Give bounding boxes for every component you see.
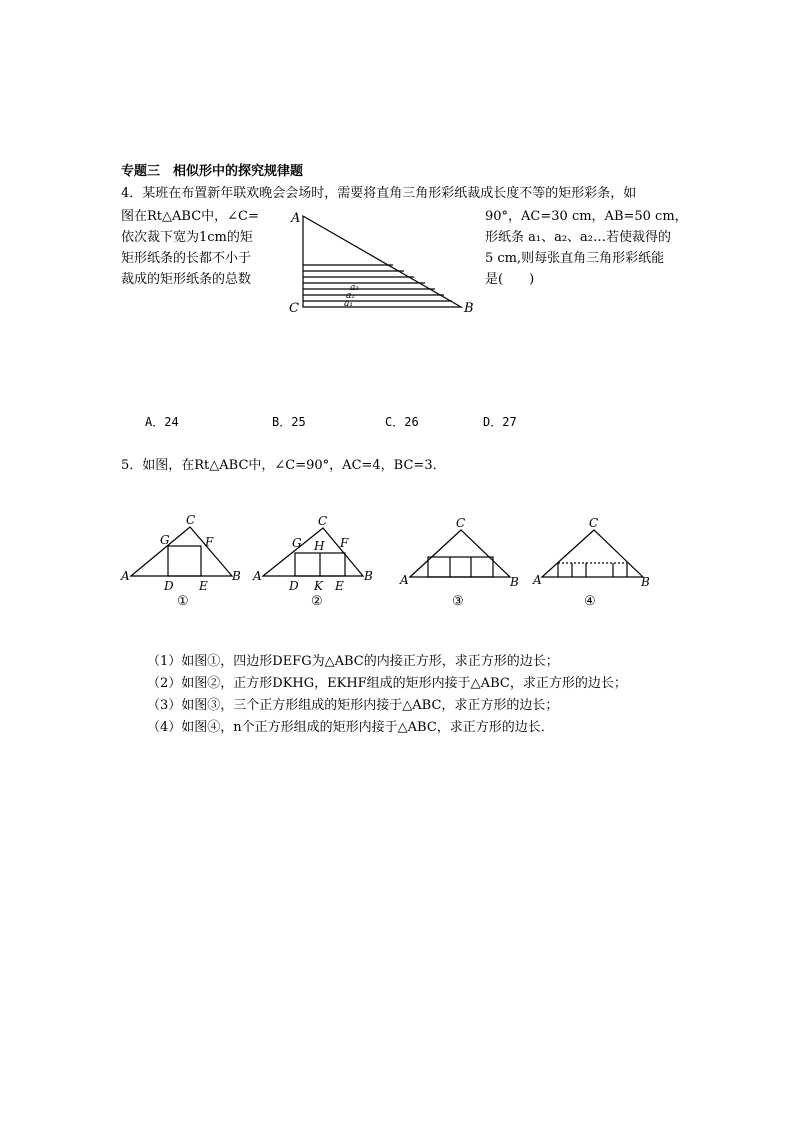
q4-label-a1: a₁: [344, 299, 353, 309]
fig3-triangle: [410, 530, 510, 577]
fig3-label-a: A: [400, 573, 409, 587]
q4-label-a3: a₃: [350, 283, 359, 293]
fig4-label-a: A: [533, 573, 542, 587]
fig3-label-c: C: [456, 516, 466, 530]
q5-subquestion-1: （1）如图①，四边形DEFG为△ABC的内接正方形，求正方形的边长；: [147, 654, 559, 669]
q5-subquestion-4: （4）如图④，n个正方形组成的矩形内接于△ABC，求正方形的边长．: [147, 720, 554, 735]
fig1-label-b: B: [232, 569, 241, 583]
fig2-label-a: A: [253, 569, 262, 583]
q4-label-c: C: [289, 301, 299, 316]
q5-subquestion-2: （2）如图②，正方形DKHG，EKHF组成的矩形内接于△ABC，求正方形的边长；: [147, 676, 627, 691]
q4-right-line-3: 5 cm,则每张直角三角形彩纸能: [485, 251, 665, 266]
q4-label-a2: a₂: [346, 291, 355, 301]
fig1-label-a: A: [121, 569, 130, 583]
fig1-square: [168, 546, 201, 576]
q5-subquestion-3: （3）如图③，三个正方形组成的矩形内接于△ABC，求正方形的边长；: [147, 698, 559, 713]
q4-right-line-1: 90°，AC=30 cm，AB=50 cm，: [485, 209, 688, 224]
fig1-label-c: C: [186, 513, 196, 527]
q4-left-line-3: 矩形纸条的长都不小于: [121, 251, 252, 266]
fig4-label-c: C: [589, 516, 599, 530]
q4-right-line-2: 形纸条 a₁、a₂、a₂…若使裁得的: [485, 230, 672, 245]
q4-left-line-4: 裁成的矩形纸条的总数: [121, 272, 252, 287]
fig1-label-d: D: [164, 579, 174, 593]
fig3-label-b: B: [510, 575, 519, 589]
fig1-label-g: G: [160, 533, 170, 547]
q4-option-a: A．24: [145, 415, 179, 429]
q4-line-1: 4．某班在布置新年联欢晚会会场时，需要将直角三角形彩纸裁成长度不等的矩形彩条，如: [121, 186, 637, 201]
fig1-label-f: F: [205, 535, 214, 549]
fig2-caption: ②: [311, 594, 323, 609]
fig2-label-c: C: [318, 514, 328, 528]
q4-option-d: D．27: [483, 415, 517, 429]
q4-right-line-4: 是( ): [485, 272, 535, 287]
fig2-label-k: K: [314, 579, 323, 593]
fig1-triangle: [131, 527, 232, 576]
fig2-label-f: F: [340, 536, 349, 550]
q4-left-line-1: 图在Rt△ABC中，∠C=: [121, 209, 259, 224]
q4-label-b: B: [464, 301, 474, 316]
fig2-label-g: G: [292, 536, 302, 550]
fig3-caption: ③: [452, 594, 464, 609]
q4-left-line-2: 依次裁下宽为1cm的矩: [121, 230, 253, 245]
q5-stem: 5．如图，在Rt△ABC中，∠C=90°，AC=4，BC=3．: [121, 458, 446, 473]
fig1-label-e: E: [199, 579, 208, 593]
fig2-label-h: H: [314, 539, 325, 553]
fig2-label-b: B: [364, 569, 373, 583]
section-title: 专题三 相似形中的探究规律题: [121, 164, 304, 179]
fig2-label-e: E: [335, 579, 344, 593]
q4-option-b: B．25: [272, 415, 306, 429]
fig4-label-b: B: [641, 575, 650, 589]
fig2-label-d: D: [289, 579, 299, 593]
fig1-caption: ①: [177, 594, 189, 609]
fig4-triangle: [542, 530, 643, 577]
fig4-caption: ④: [584, 594, 596, 609]
q4-option-c: C．26: [385, 415, 419, 429]
q4-label-a: A: [291, 211, 301, 226]
fig3-rectangle: [428, 557, 493, 577]
